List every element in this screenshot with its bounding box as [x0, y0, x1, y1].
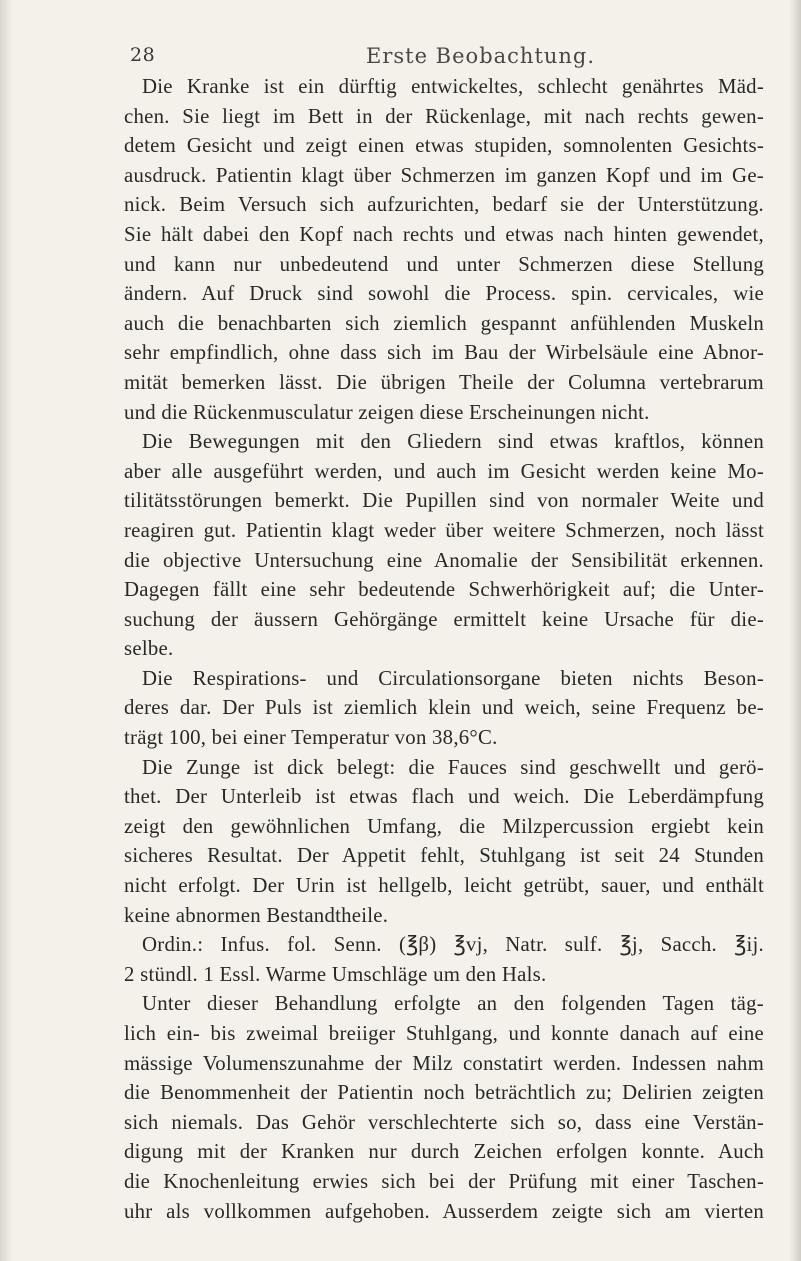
- text-line: suchung der äussern Gehörgänge ermittelt keine Ursache für die-: [124, 607, 764, 631]
- text-line: lich ein- bis zweimal breiiger Stuhlgang, und konnte danach auf eine: [124, 1022, 764, 1045]
- text-line: sich niemals. Das Gehör verschlechterte sich so, dass eine Verstän-: [124, 1110, 764, 1134]
- text-line: uhr als vollkommen aufgehoben. Ausserdem zeigte sich am vierten: [124, 1199, 764, 1223]
- text-line: die Knochenleitung erwies sich bei der Prüfung mit einer Taschen-: [124, 1169, 764, 1193]
- text-line: trägt 100, bei einer Temperatur von 38,6°C.: [124, 726, 498, 750]
- text-line: thet. Der Unterleib ist etwas flach und weich. Die Leberdämpfung: [124, 785, 764, 809]
- text-line: die objective Untersuchung eine Anomalie der Sensibilität erkennen.: [124, 548, 764, 572]
- text-line: nicht erfolgt. Der Urin ist hellgelb, leicht getrübt, sauer, und enthält: [124, 874, 764, 898]
- text-line: Dagegen fällt eine sehr bedeutende Schwerhörigkeit auf; die Unter-: [124, 578, 764, 602]
- text-line: Die Zunge ist dick belegt: die Fauces sind geschwellt und gerö-: [142, 755, 764, 779]
- text-line: chen. Sie liegt im Bett in der Rückenlage, mit nach rechts gewen-: [124, 104, 764, 128]
- text-line: auch die benachbarten sich ziemlich gespannt anfühlenden Muskeln: [124, 311, 764, 335]
- paragraph: [124, 427, 764, 664]
- text-line: sehr empfindlich, ohne dass sich im Bau der Wirbelsäule eine Abnor-: [124, 341, 764, 365]
- text-line: Die Respirations- und Circulationsorgane bieten nichts Beson-: [142, 666, 764, 690]
- paragraph: [124, 664, 764, 753]
- paragraph: [124, 930, 764, 989]
- text-line: selbe.: [124, 637, 174, 661]
- paragraph: [124, 72, 764, 427]
- text-line: digung mit der Kranken nur durch Zeichen erfolgen konnte. Auch: [124, 1140, 764, 1164]
- text-line: Sie hält dabei den Kopf nach rechts und etwas nach hinten gewendet,: [124, 222, 764, 246]
- page-left-edge-shadow: [0, 0, 14, 1261]
- text-line: Die Kranke ist ein dürftig entwickeltes, schlecht genährtes Mäd-: [142, 75, 764, 98]
- paragraph: [124, 989, 764, 1226]
- text-line: ändern. Auf Druck sind sowohl die Process. spin. cervicales, wie: [124, 282, 764, 306]
- paragraph: [124, 753, 764, 931]
- text-line: aber alle ausgeführt werden, und auch im Gesicht werden keine Mo-: [124, 459, 764, 483]
- text-line: 2 stündl. 1 Essl. Warme Umschläge um den Hals.: [124, 962, 547, 986]
- text-line: die Benommenheit der Patientin noch beträchtlich zu; Delirien zeigten: [124, 1081, 764, 1105]
- text-line: ausdruck. Patientin klagt über Schmerzen im ganzen Kopf und im Ge-: [124, 163, 764, 187]
- text-line: detem Gesicht und zeigt einen etwas stupiden, somnolenten Gesichts-: [124, 134, 764, 158]
- text-line: nick. Beim Versuch sich aufzurichten, bedarf sie der Unterstützung.: [124, 193, 764, 217]
- text-line: Unter dieser Behandlung erfolgte an den folgenden Tagen täg-: [142, 992, 764, 1016]
- text-line: mität bemerken lässt. Die übrigen Theile der Columna vertebrarum: [124, 370, 764, 394]
- text-line: Ordin.: Infus. fol. Senn. (℥β) ℥vj, Natr. sulf. ℥j, Sacch. ℥ij.: [142, 933, 764, 957]
- text-line: tilitätsstörungen bemerkt. Die Pupillen sind von normaler Weite und: [124, 489, 764, 513]
- body-text: [124, 72, 764, 1226]
- page-number: 28: [130, 44, 156, 66]
- text-line: und kann nur unbedeutend und unter Schmerzen diese Stellung: [124, 252, 764, 276]
- running-title: Erste Beobachtung.: [366, 44, 596, 68]
- page-right-edge-shadow: [789, 0, 801, 1261]
- text-line: sicheres Resultat. Der Appetit fehlt, Stuhlgang ist seit 24 Stunden: [124, 844, 764, 868]
- text-line: reagiren gut. Patientin klagt weder über weitere Schmerzen, noch lässt: [124, 518, 764, 542]
- text-line: keine abnormen Bestandtheile.: [124, 903, 389, 927]
- text-line: Die Bewegungen mit den Gliedern sind etwas kraftlos, können: [142, 430, 764, 454]
- page-header: [130, 44, 710, 74]
- text-line: und die Rückenmusculatur zeigen diese Erscheinungen nicht.: [124, 400, 650, 424]
- text-line: zeigt den gewöhnlichen Umfang, die Milzpercussion ergiebt kein: [124, 814, 764, 838]
- text-line: mässige Volumenszunahme der Milz constatirt werden. Indessen nahm: [124, 1051, 764, 1075]
- text-line: deres dar. Der Puls ist ziemlich klein und weich, seine Frequenz be-: [124, 696, 764, 720]
